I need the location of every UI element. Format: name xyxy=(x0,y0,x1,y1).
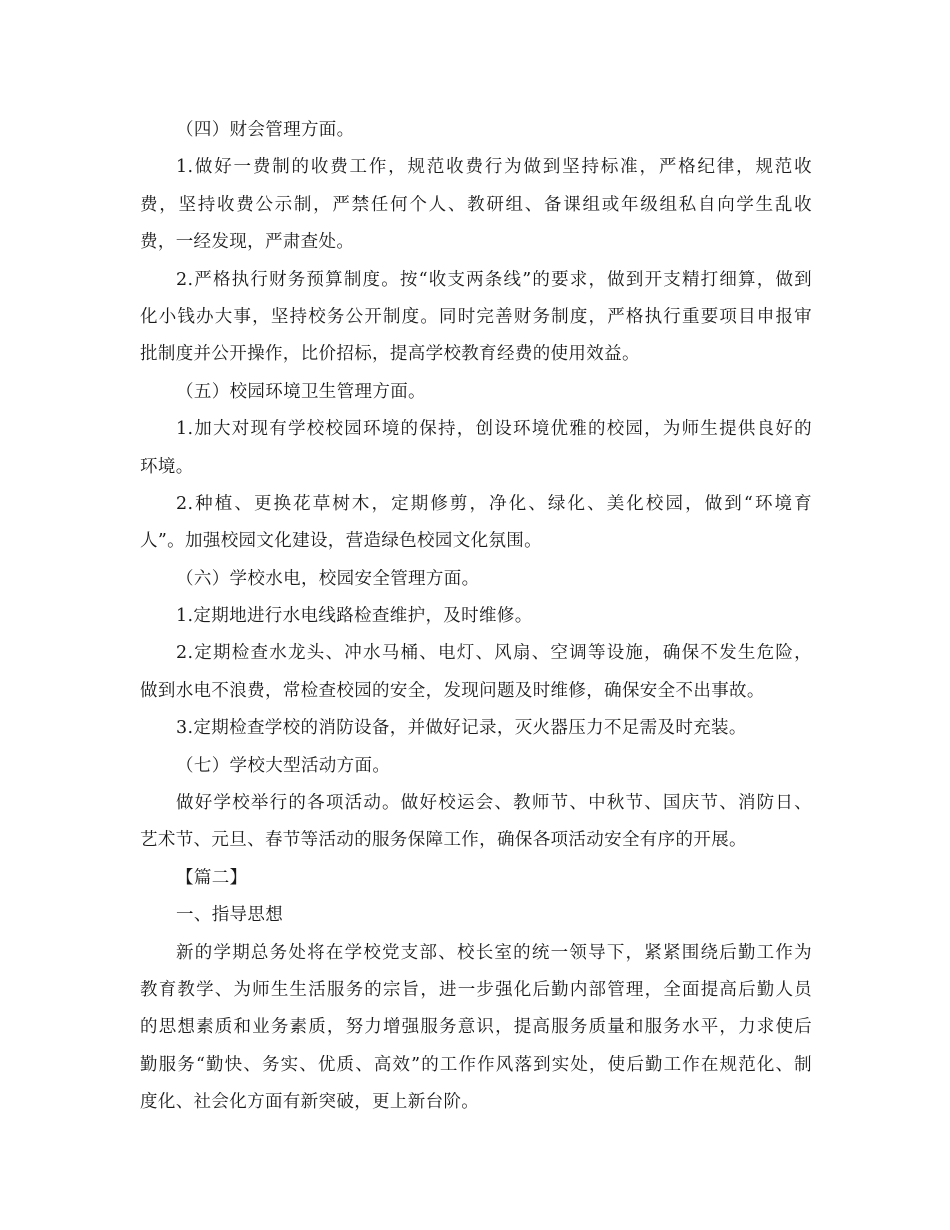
paragraph-line: 度化、社会化方面有新突破，更上新台阶。 xyxy=(140,1092,480,1113)
paragraph-line: 2.严格执行财务预算制度。按“收支两条线”的要求，做到开支精打细算，做到 xyxy=(176,269,812,290)
paragraph-line: 做到水电不浪费，常检查校园的安全，发现问题及时维修，确保安全不出事故。 xyxy=(140,680,765,701)
paragraph-line: 教育教学、为师生生活服务的宗旨，进一步强化后勤内部管理，全面提高后勤人员 xyxy=(140,979,812,1000)
paragraph-line: （四）财会管理方面。 xyxy=(176,120,355,140)
paragraph-line: 2.种植、更换花草树木，定期修剪，净化、绿化、美化校园，做到“环境育 xyxy=(176,493,812,514)
document-page xyxy=(140,112,812,1122)
paragraph-line: 【篇二】 xyxy=(176,867,248,888)
paragraph-line: 环境。 xyxy=(140,456,194,477)
paragraph-line: 人”。加强校园文化建设，营造绿色校园文化氛围。 xyxy=(140,531,542,552)
paragraph-line: 费，坚持收费公示制，严禁任何个人、教研组、备课组或年级组私自向学生乱收 xyxy=(140,194,812,215)
paragraph-line: 新的学期总务处将在学校党支部、校长室的统一领导下，紧紧围绕后勤工作为 xyxy=(176,942,812,963)
paragraph-line: 艺术节、元旦、春节等活动的服务保障工作，确保各项活动安全有序的开展。 xyxy=(140,830,747,851)
paragraph-line: 费，一经发现，严肃查处。 xyxy=(140,232,355,253)
paragraph-line: （五）校园环境卫生管理方面。 xyxy=(176,381,426,402)
paragraph-line: 做好学校举行的各项活动。做好校运会、教师节、中秋节、国庆节、消防日、 xyxy=(176,793,812,814)
paragraph-line: 化小钱办大事，坚持校务公开制度。同时完善财务制度，严格执行重要项目申报审 xyxy=(140,306,812,327)
paragraph-line: 勤服务“勤快、务实、优质、高效”的工作作风落到实处，使后勤工作在规范化、制 xyxy=(140,1054,812,1075)
paragraph-line: 1.做好一费制的收费工作，规范收费行为做到坚持标准，严格纪律，规范收 xyxy=(176,157,812,178)
paragraph-line: 3.定期检查学校的消防设备，并做好记录，灭火器压力不足需及时充装。 xyxy=(176,718,747,739)
paragraph-line: 2.定期检查水龙头、冲水马桶、电灯、风扇、空调等设施，确保不发生危险， xyxy=(176,643,812,664)
paragraph-line: 1.加大对现有学校校园环境的保持，创设环境优雅的校园，为师生提供良好的 xyxy=(176,419,812,440)
paragraph-line: 的思想素质和业务素质，努力增强服务意识，提高服务质量和服务水平，力求使后 xyxy=(140,1017,812,1038)
paragraph-line: （七）学校大型活动方面。 xyxy=(176,755,391,776)
paragraph-line: （六）学校水电，校园安全管理方面。 xyxy=(176,568,480,589)
paragraph-line: 批制度并公开操作，比价招标，提高学校教育经费的使用效益。 xyxy=(140,344,640,365)
paragraph-line: 一、指导思想 xyxy=(176,905,284,926)
paragraph-line: 1.定期地进行水电线路检查维护，及时维修。 xyxy=(176,606,533,627)
